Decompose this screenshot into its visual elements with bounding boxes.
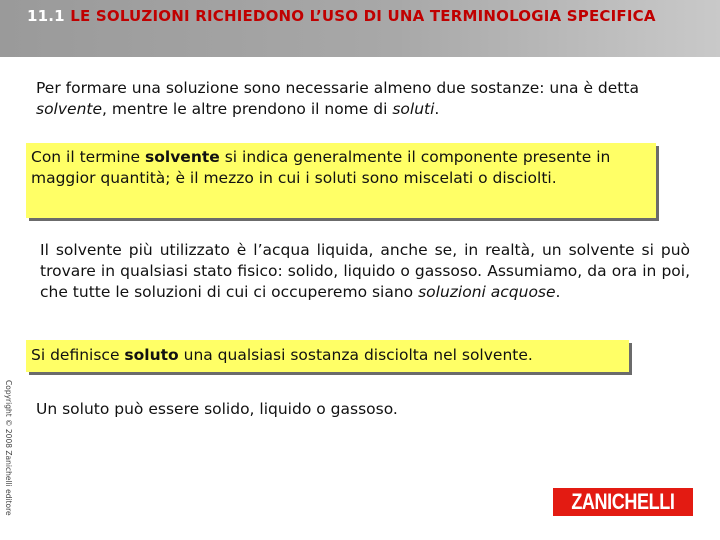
water-text: Il solvente più utilizzato è l’acqua liquida, anche se, in realtà, un solvente si può trovare in qualsiasi stato fisico: solido, liquido o gassoso. Assumiamo, da ora in poi, che tutte le soluzioni di cui ci occuperemo siano [40, 241, 690, 301]
definition-term: soluto [124, 346, 179, 364]
slide-title [27, 6, 707, 26]
definition-text [31, 345, 626, 366]
intro-paragraph [36, 78, 696, 120]
water-paragraph [40, 240, 690, 303]
definition-text-part: Con il termine [31, 148, 146, 166]
logo-text: ZANICHELLI [571, 489, 675, 514]
zanichelli-logo [553, 488, 693, 516]
water-text: . [555, 283, 561, 301]
soluto-paragraph: Un soluto può essere solido, liquido o gassoso. [36, 400, 398, 418]
definition-text-part: si indica generalmente il componente presente in maggior quantità; è il mezzo in cui i soluti sono miscelati o disciolti. [31, 148, 611, 187]
term-solvente: solvente [36, 100, 103, 118]
definition-text-part: una qualsiasi sostanza disciolta nel solvente. [178, 346, 533, 364]
definition-box-solvente [26, 143, 656, 218]
term-soluzioni-acquose: soluzioni acquose [418, 283, 556, 301]
section-title: LE SOLUZIONI RICHIEDONO L’USO DI UNA TERMINOLOGIA SPECIFICA [70, 7, 656, 25]
definition-box-soluto [26, 340, 629, 372]
intro-text: Per formare una soluzione sono necessarie almeno due sostanze: una è detta [36, 79, 639, 97]
title-bar [0, 0, 720, 57]
section-number: 11.1 [27, 7, 65, 25]
term-soluti: soluti [392, 100, 435, 118]
copyright-notice [3, 380, 14, 530]
definition-text [31, 147, 646, 189]
intro-text: . [434, 100, 440, 118]
copyright-text: Copyright © 2008 Zanichelli editore [4, 380, 13, 516]
definition-text-part: Si definisce [31, 346, 125, 364]
definition-term: solvente [145, 148, 220, 166]
intro-text: , mentre le altre prendono il nome di [102, 100, 393, 118]
